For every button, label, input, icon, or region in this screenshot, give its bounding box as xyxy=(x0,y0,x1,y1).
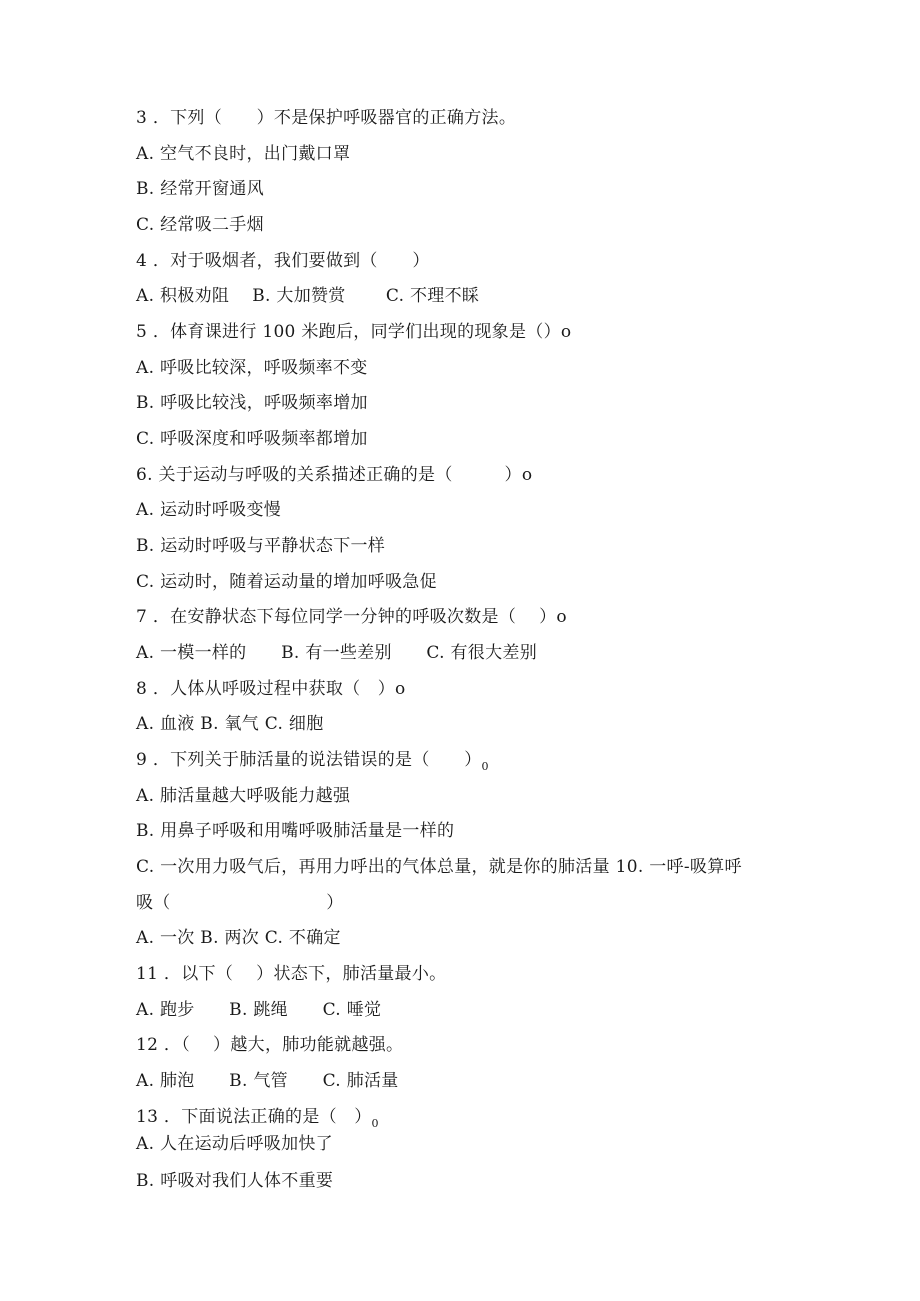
question-6-option-a: A. 运动时呼吸变慢 xyxy=(136,500,282,520)
question-9 xyxy=(136,749,489,773)
question-9-text: 9 ．下列关于肺活量的说法错误的是（ ） xyxy=(136,750,482,770)
question-9-option-b: B. 用鼻子呼吸和用嘴呼吸肺活量是一样的 xyxy=(136,821,455,841)
question-7-options: A. 一模一样的 B. 有一些差别 C. 有很大差别 xyxy=(136,643,537,663)
question-13-subscript: 0 xyxy=(371,1117,379,1130)
question-5: 5 ．体育课进行 100 米跑后，同学们出现的现象是（）o xyxy=(136,322,572,342)
question-13 xyxy=(136,1106,379,1130)
question-3-option-a: A. 空气不良时，出门戴口罩 xyxy=(136,144,351,164)
question-12-options: A. 肺泡 B. 气管 C. 肺活量 xyxy=(136,1071,399,1091)
question-8-options: A. 血液 B. 氧气 C. 细胞 xyxy=(136,714,324,734)
question-13-option-b: B. 呼吸对我们人体不重要 xyxy=(136,1171,334,1191)
question-13-text: 13 ．下面说法正确的是（ ） xyxy=(136,1107,372,1127)
question-3-option-b: B. 经常开窗通风 xyxy=(136,179,264,199)
question-12: 12 ．（ ）越大，肺功能就越强。 xyxy=(136,1035,404,1055)
question-3-option-c: C. 经常吸二手烟 xyxy=(136,215,264,235)
question-9-option-c: C. 一次用力吸气后，再用力呼出的气体总量，就是你的肺活量 10. 一呼-吸算呼 xyxy=(136,857,742,877)
question-4: 4 ．对于吸烟者，我们要做到（ ） xyxy=(136,251,430,271)
question-5-option-b: B. 呼吸比较浅，呼吸频率增加 xyxy=(136,393,368,413)
question-9-option-a: A. 肺活量越大呼吸能力越强 xyxy=(136,786,351,806)
question-9-subscript: 0 xyxy=(481,760,489,773)
question-4-options: A. 积极劝阻 B. 大加赞赏 C. 不理不睬 xyxy=(136,286,480,306)
question-11-options: A. 跑步 B. 跳绳 C. 唾觉 xyxy=(136,1000,382,1020)
question-6: 6. 关于运动与呼吸的关系描述正确的是（ ）o xyxy=(136,465,533,485)
question-6-option-c: C. 运动时，随着运动量的增加呼吸急促 xyxy=(136,572,437,592)
question-7: 7 ．在安静状态下每位同学一分钟的呼吸次数是（ ）o xyxy=(136,607,567,627)
question-11: 11 ．以下（ ）状态下，肺活量最小。 xyxy=(136,964,447,984)
question-10: 吸（ ） xyxy=(136,893,344,913)
question-5-option-c: C. 呼吸深度和呼吸频率都增加 xyxy=(136,429,368,449)
question-8: 8 ．人体从呼吸过程中获取（ ）o xyxy=(136,679,406,699)
question-5-option-a: A. 呼吸比较深，呼吸频率不变 xyxy=(136,358,368,378)
question-3: 3 ．下列（ ）不是保护呼吸器官的正确方法。 xyxy=(136,108,517,128)
question-13-option-a: A. 人在运动后呼吸加快了 xyxy=(136,1134,333,1154)
question-10-options: A. 一次 B. 两次 C. 不确定 xyxy=(136,928,341,948)
question-6-option-b: B. 运动时呼吸与平静状态下一样 xyxy=(136,536,386,556)
